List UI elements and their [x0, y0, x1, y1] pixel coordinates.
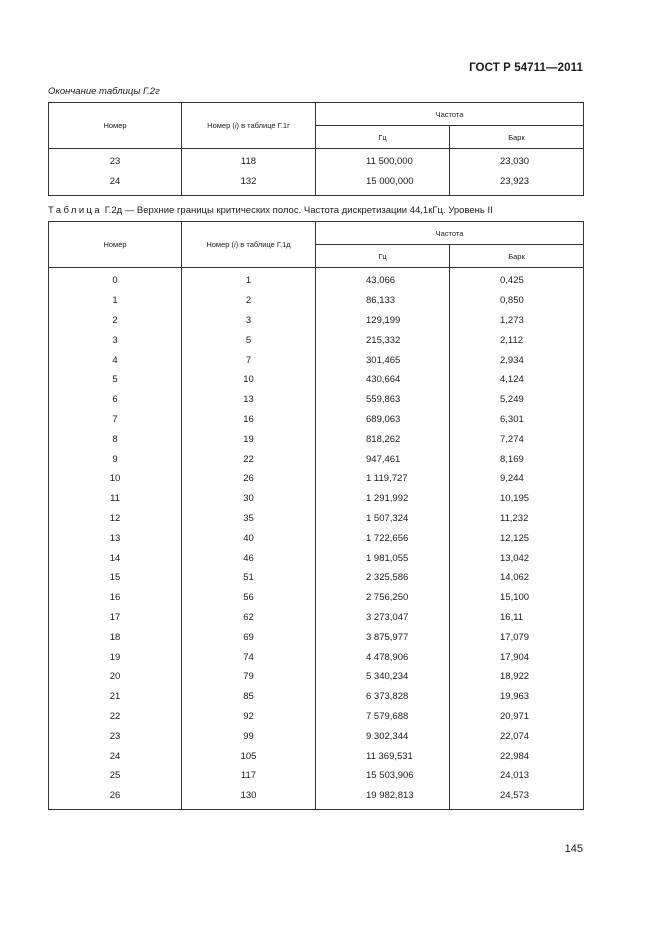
table-row [49, 746, 584, 766]
cell-index: 16 [182, 410, 316, 430]
table2-caption [48, 205, 493, 216]
cell-number: 9 [49, 449, 182, 469]
cell-hz: 129,199 [316, 311, 450, 331]
cell-index: 74 [182, 647, 316, 667]
cell-bark: 22,984 [450, 746, 584, 766]
table2-body [49, 268, 584, 810]
cell-hz: 2 756,250 [316, 588, 450, 608]
cell-hz: 43,066 [316, 268, 450, 291]
cell-bark: 0,425 [450, 268, 584, 291]
cell-hz: 1 722,656 [316, 528, 450, 548]
table1-header-hz: Гц [316, 126, 450, 149]
table-row [49, 268, 584, 291]
cell-bark: 24,013 [450, 766, 584, 786]
cell-hz: 86,133 [316, 291, 450, 311]
table2-header-index [182, 222, 316, 268]
table1-body [49, 149, 584, 196]
cell-hz: 15 000,000 [316, 172, 450, 195]
cell-number: 0 [49, 268, 182, 291]
table-row [49, 449, 584, 469]
table-row [49, 429, 584, 449]
cell-index: 40 [182, 528, 316, 548]
table-row [49, 330, 584, 350]
table1-header-number: Номер [49, 103, 182, 149]
cell-index: 46 [182, 548, 316, 568]
cell-index: 35 [182, 509, 316, 529]
cell-hz: 11 500,000 [316, 149, 450, 172]
table-row [49, 172, 584, 195]
cell-hz: 1 291,992 [316, 489, 450, 509]
table-row [49, 568, 584, 588]
table-row [49, 647, 584, 667]
cell-number: 23 [49, 726, 182, 746]
cell-number: 25 [49, 766, 182, 786]
cell-number: 3 [49, 330, 182, 350]
cell-hz: 11 369,531 [316, 746, 450, 766]
table-row [49, 667, 584, 687]
table-row [49, 291, 584, 311]
cell-hz: 430,664 [316, 370, 450, 390]
cell-index: 51 [182, 568, 316, 588]
table1 [48, 102, 584, 196]
table-row [49, 766, 584, 786]
cell-number: 13 [49, 528, 182, 548]
table2-header-number: Номер [49, 222, 182, 268]
cell-index: 117 [182, 766, 316, 786]
table1-header-frequency: Частота [316, 103, 584, 126]
table-row [49, 370, 584, 390]
cell-index: 79 [182, 667, 316, 687]
cell-number: 4 [49, 350, 182, 370]
table1-header-bark: Барк [450, 126, 584, 149]
table2-header-frequency: Частота [316, 222, 584, 245]
table-row [49, 149, 584, 172]
table1-caption: Окончание таблицы Г.2г [48, 86, 160, 97]
cell-hz: 1 507,324 [316, 509, 450, 529]
table-row [49, 726, 584, 746]
cell-bark: 23,923 [450, 172, 584, 195]
cell-bark: 0,850 [450, 291, 584, 311]
cell-hz: 4 478,906 [316, 647, 450, 667]
cell-number: 20 [49, 667, 182, 687]
cell-number: 19 [49, 647, 182, 667]
cell-number: 16 [49, 588, 182, 608]
cell-index: 62 [182, 608, 316, 628]
cell-number: 6 [49, 390, 182, 410]
cell-number: 1 [49, 291, 182, 311]
cell-bark: 7,274 [450, 429, 584, 449]
cell-number: 21 [49, 687, 182, 707]
cell-hz: 15 503,906 [316, 766, 450, 786]
cell-bark: 8,169 [450, 449, 584, 469]
cell-number: 10 [49, 469, 182, 489]
table-row [49, 548, 584, 568]
cell-number: 22 [49, 707, 182, 727]
cell-index: 13 [182, 390, 316, 410]
cell-number: 15 [49, 568, 182, 588]
cell-hz: 818,262 [316, 429, 450, 449]
cell-bark: 10,195 [450, 489, 584, 509]
table2-caption-text: Г.2д — Верхние границы критических полос. Частота дискретизации 44,1кГц. Уровень II [102, 205, 493, 216]
table-row [49, 687, 584, 707]
cell-bark: 17,079 [450, 627, 584, 647]
cell-bark: 16,11 [450, 608, 584, 628]
cell-index: 105 [182, 746, 316, 766]
cell-bark: 22,074 [450, 726, 584, 746]
table-row [49, 509, 584, 529]
cell-hz: 2 325,586 [316, 568, 450, 588]
cell-hz: 1 119,727 [316, 469, 450, 489]
cell-number: 18 [49, 627, 182, 647]
cell-bark: 4,124 [450, 370, 584, 390]
cell-number: 5 [49, 370, 182, 390]
table2 [48, 221, 584, 810]
cell-hz: 1 981,055 [316, 548, 450, 568]
cell-number: 14 [49, 548, 182, 568]
cell-hz: 9 302,344 [316, 726, 450, 746]
cell-hz: 3 273,047 [316, 608, 450, 628]
cell-hz: 559,863 [316, 390, 450, 410]
cell-hz: 301,465 [316, 350, 450, 370]
table-row [49, 786, 584, 809]
cell-index: 85 [182, 687, 316, 707]
cell-bark: 20,971 [450, 707, 584, 727]
table-row [49, 350, 584, 370]
cell-bark: 9,244 [450, 469, 584, 489]
cell-index: 7 [182, 350, 316, 370]
table2-header-hz: Гц [316, 245, 450, 268]
cell-hz: 689,063 [316, 410, 450, 430]
cell-index: 19 [182, 429, 316, 449]
cell-index: 99 [182, 726, 316, 746]
cell-bark: 15,100 [450, 588, 584, 608]
table-row [49, 311, 584, 331]
cell-index: 26 [182, 469, 316, 489]
table-row [49, 707, 584, 727]
cell-index: 1 [182, 268, 316, 291]
table-row [49, 608, 584, 628]
cell-bark: 11,232 [450, 509, 584, 529]
cell-hz: 3 875,977 [316, 627, 450, 647]
cell-index: 56 [182, 588, 316, 608]
cell-number: 2 [49, 311, 182, 331]
cell-bark: 2,112 [450, 330, 584, 350]
cell-index: 118 [182, 149, 316, 172]
cell-index: 69 [182, 627, 316, 647]
cell-index: 30 [182, 489, 316, 509]
cell-number: 8 [49, 429, 182, 449]
cell-bark: 18,922 [450, 667, 584, 687]
cell-bark: 17,904 [450, 647, 584, 667]
table2-header-index-text: Номер (i) в таблице Г.1д [206, 240, 291, 249]
cell-number: 7 [49, 410, 182, 430]
cell-hz: 5 340,234 [316, 667, 450, 687]
table-row [49, 390, 584, 410]
cell-index: 2 [182, 291, 316, 311]
cell-number: 24 [49, 172, 182, 195]
cell-hz: 7 579,688 [316, 707, 450, 727]
cell-number: 24 [49, 746, 182, 766]
cell-bark: 12,125 [450, 528, 584, 548]
table1-header-index [182, 103, 316, 149]
cell-bark: 13,042 [450, 548, 584, 568]
cell-hz: 215,332 [316, 330, 450, 350]
cell-bark: 19,963 [450, 687, 584, 707]
cell-index: 130 [182, 786, 316, 809]
table2-header-bark: Барк [450, 245, 584, 268]
table-row [49, 627, 584, 647]
cell-bark: 23,030 [450, 149, 584, 172]
cell-index: 132 [182, 172, 316, 195]
document-standard-header: ГОСТ Р 54711—2011 [469, 62, 583, 74]
table2-caption-label: Таблица [48, 205, 103, 216]
cell-bark: 14,062 [450, 568, 584, 588]
cell-bark: 1,273 [450, 311, 584, 331]
cell-index: 10 [182, 370, 316, 390]
cell-hz: 947,461 [316, 449, 450, 469]
table1-header-index-text: Номер (i) в таблице Г.1г [207, 121, 290, 130]
cell-index: 22 [182, 449, 316, 469]
cell-bark: 24,573 [450, 786, 584, 809]
table-row [49, 469, 584, 489]
cell-number: 17 [49, 608, 182, 628]
page-number: 145 [564, 843, 583, 855]
cell-bark: 2,934 [450, 350, 584, 370]
cell-bark: 5,249 [450, 390, 584, 410]
cell-number: 12 [49, 509, 182, 529]
table-row [49, 528, 584, 548]
cell-index: 3 [182, 311, 316, 331]
cell-number: 11 [49, 489, 182, 509]
cell-index: 5 [182, 330, 316, 350]
cell-bark: 6,301 [450, 410, 584, 430]
table-row [49, 588, 584, 608]
cell-hz: 6 373,828 [316, 687, 450, 707]
cell-index: 92 [182, 707, 316, 727]
cell-number: 23 [49, 149, 182, 172]
table-row [49, 489, 584, 509]
table-row [49, 410, 584, 430]
cell-hz: 19 982,813 [316, 786, 450, 809]
cell-number: 26 [49, 786, 182, 809]
